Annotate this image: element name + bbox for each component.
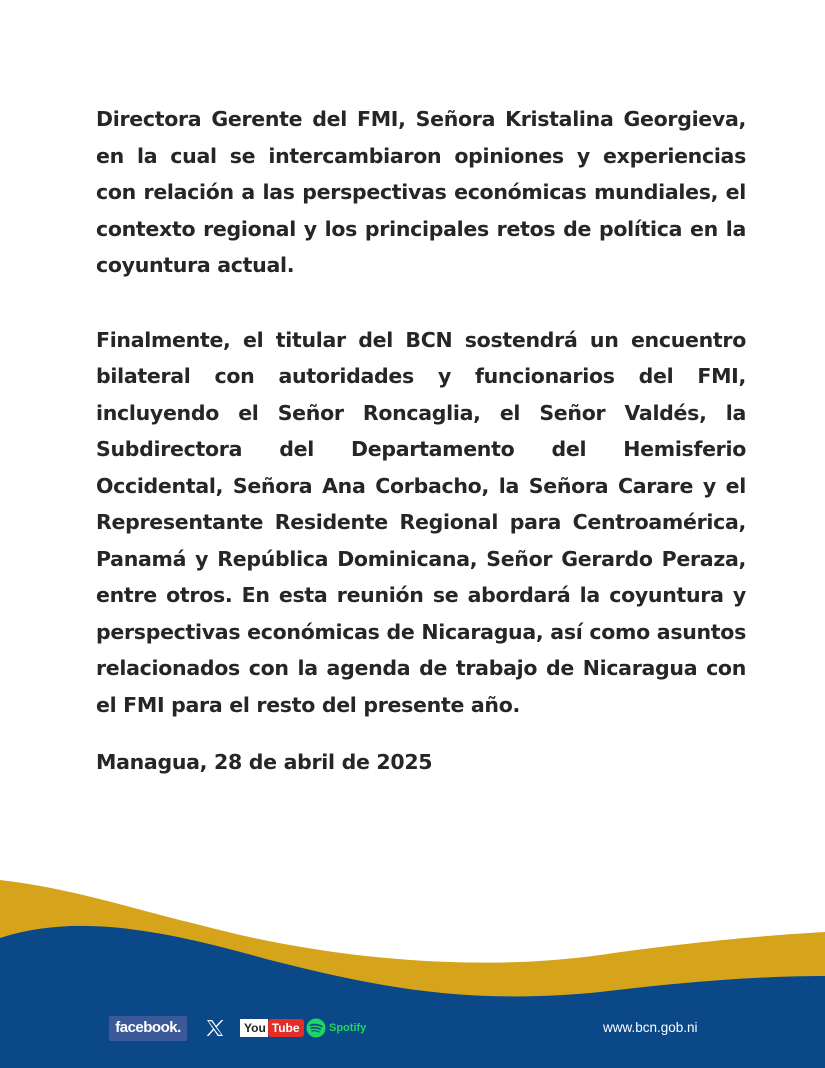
spotify-icon [306,1018,326,1038]
date-line: Managua, 28 de abril de 2025 [96,750,433,774]
spotify-label: Spotify [329,1022,367,1034]
youtube-logo-tube: Tube [268,1019,304,1037]
facebook-logo: facebook. [109,1016,187,1041]
youtube-logo-you: You [240,1019,268,1037]
facebook-link[interactable] [108,1010,188,1046]
paragraph-1: Directora Gerente del FMI, Señora Kristalina Georgieva, en la cual se intercambiaron opiniones y experiencias con relación a las perspectivas económicas mundiales, el contexto regional y los principales retos de política en la coyuntura actual. [96,107,746,277]
youtube-link[interactable] [240,1010,300,1046]
x-link[interactable] [203,1010,227,1046]
paragraph-2: Finalmente, el titular del BCN sostendrá un encuentro bilateral con autoridades y funcionarios del FMI, incluyendo el Señor Roncaglia, el Señor Valdés, la Subdirectora del Departamento del Hemisferio Occidental, Señora Ana Corbacho, la Señora Carare y el Representante Residente Regional para Centroamérica, Panamá y República Dominicana, Señor Gerardo Peraza, entre otros. En esta reunión se abordará la coyuntura y perspectivas económicas de Nicaragua, así como asuntos relacionados con la agenda de trabajo de Nicaragua con el FMI para el resto del presente año. [96,327,746,717]
x-logo-icon [205,1018,225,1038]
spotify-link[interactable] [306,1010,378,1046]
website-link[interactable]: www.bcn.gob.ni [603,1020,698,1035]
document-body [96,101,746,780]
footer-bar [0,1010,825,1046]
